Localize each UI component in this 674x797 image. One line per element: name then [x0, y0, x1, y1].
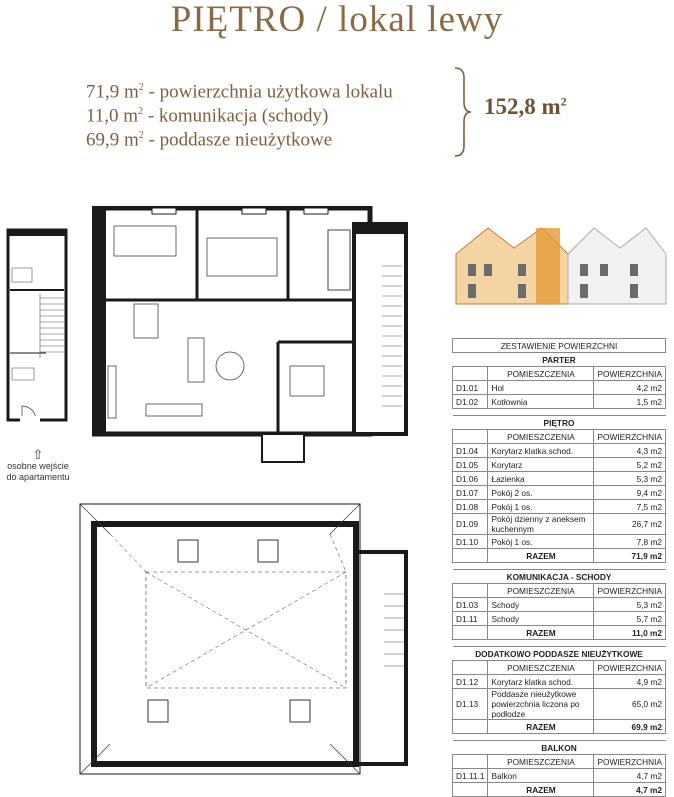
column-header-row [453, 755, 666, 769]
room-code: D1.12 [453, 675, 488, 689]
ground-floor-plan [6, 228, 68, 438]
room-area: 26,7 m2 [594, 514, 666, 535]
table-row [453, 514, 666, 535]
page-title: PIĘTRO / lokal lewy [170, 0, 504, 40]
total-label: RAZEM [488, 720, 594, 734]
total-code [453, 626, 488, 640]
room-area: 5,3 m2 [594, 472, 666, 486]
room-code: D1.01 [453, 381, 488, 395]
section-title: KOMUNIKACJA - SCHODY [453, 570, 666, 584]
column-header-row [453, 584, 666, 598]
column-area-header: POWIERZCHNIA [594, 430, 666, 444]
column-code-header [453, 584, 488, 598]
table-row [453, 500, 666, 514]
building-elevation-thumbnail [454, 224, 668, 306]
column-code-header [453, 367, 488, 381]
room-name: Pokój 1 os. [488, 535, 594, 549]
room-name: Łazienka [488, 472, 594, 486]
total-area-value: 69,9 m2 [594, 720, 666, 734]
table-row [453, 395, 666, 409]
room-code: D1.11 [453, 612, 488, 626]
room-code: D1.05 [453, 458, 488, 472]
room-area: 7,5 m2 [594, 500, 666, 514]
table-row [453, 612, 666, 626]
table-row [453, 444, 666, 458]
total-code [453, 549, 488, 563]
room-code: D1.07 [453, 486, 488, 500]
room-code: D1.06 [453, 472, 488, 486]
section-header [453, 416, 666, 430]
room-area: 1,5 m2 [594, 395, 666, 409]
section-title: BALKON [453, 741, 666, 755]
table-row [453, 381, 666, 395]
column-area-header: POWIERZCHNIA [594, 755, 666, 769]
column-header-row [453, 430, 666, 444]
table-row [453, 675, 666, 689]
room-area: 4,9 m2 [594, 675, 666, 689]
room-name: Korytarz klatka schod. [488, 675, 594, 689]
entrance-note: ⇧ osobne wejście do apartamentu [4, 448, 72, 483]
room-area: 9,4 m2 [594, 486, 666, 500]
column-header-row [453, 367, 666, 381]
total-label: RAZEM [488, 626, 594, 640]
curly-brace-icon [452, 66, 472, 158]
room-code: D1.13 [453, 689, 488, 720]
total-row [453, 720, 666, 734]
area-communication: 11,0 $m^2$ - komunikacja (schody) [86, 105, 329, 127]
section-header [453, 647, 666, 661]
section-title: PIĘTRO [453, 416, 666, 430]
room-code: D1.08 [453, 500, 488, 514]
room-area: 7,8 m2 [594, 535, 666, 549]
section-header [453, 741, 666, 755]
room-area: 5,3 m2 [594, 598, 666, 612]
first-floor-plan [92, 206, 416, 476]
section-title: DODATKOWO PODDASZE NIEUŻYTKOWE [453, 647, 666, 661]
room-name: Balkon [488, 769, 594, 783]
room-area: 4,3 m2 [594, 444, 666, 458]
column-area-header: POWIERZCHNIA [594, 367, 666, 381]
total-row [453, 549, 666, 563]
total-label: RAZEM [488, 549, 594, 563]
total-code [453, 720, 488, 734]
column-area-header: POWIERZCHNIA [594, 661, 666, 675]
room-name: Korytarz klatka schod. [488, 444, 594, 458]
column-name-header: POMIESZCZENIA [488, 661, 594, 675]
attic-plan [74, 494, 414, 782]
table-row [453, 689, 666, 720]
area-attic: 69,9 $m^2$ - poddasze nieużytkowe [86, 129, 333, 151]
room-code: D1.04 [453, 444, 488, 458]
total-area-value: 4,7 m2 [594, 783, 666, 797]
column-header-row [453, 661, 666, 675]
room-area: 5,2 m2 [594, 458, 666, 472]
section-header [453, 353, 666, 367]
room-name: Kotłownia [488, 395, 594, 409]
total-label: RAZEM [488, 783, 594, 797]
room-name: Schody [488, 598, 594, 612]
room-area: 4,7 m2 [594, 769, 666, 783]
room-name: Hol [488, 381, 594, 395]
arrow-up-icon: ⇧ [32, 447, 44, 462]
room-code: D1.10 [453, 535, 488, 549]
room-code: D1.09 [453, 514, 488, 535]
total-code [453, 783, 488, 797]
room-name: Pokój dzienny z aneksem kuchennym [488, 514, 594, 535]
room-name: Pokój 1 os. [488, 500, 594, 514]
table-row [453, 769, 666, 783]
area-summary-table [452, 338, 666, 797]
room-area: 5,7 m2 [594, 612, 666, 626]
area-usable: 71,9 $m^2$ - powierzchnia użytkowa lokalu [86, 81, 393, 103]
section-title: PARTER [453, 353, 666, 367]
column-area-header: POWIERZCHNIA [594, 584, 666, 598]
total-area: 152,8 $m^2$ [484, 94, 567, 119]
table-row [453, 486, 666, 500]
total-row [453, 626, 666, 640]
column-name-header: POMIESZCZENIA [488, 584, 594, 598]
total-area-value: 71,9 m2 [594, 549, 666, 563]
room-name: Korytarz [488, 458, 594, 472]
column-code-header [453, 755, 488, 769]
column-name-header: POMIESZCZENIA [488, 367, 594, 381]
total-row [453, 783, 666, 797]
room-name: Poddasze nieużytkowe powierzchnia liczona po podłodze [488, 689, 594, 720]
total-area-value: 11,0 m2 [594, 626, 666, 640]
room-name: Pokój 2 os. [488, 486, 594, 500]
room-code: D1.02 [453, 395, 488, 409]
column-name-header: POMIESZCZENIA [488, 430, 594, 444]
room-area: 4,2 m2 [594, 381, 666, 395]
table-row [453, 535, 666, 549]
room-code: D1.03 [453, 598, 488, 612]
room-code: D1.11.1 [453, 769, 488, 783]
column-code-header [453, 430, 488, 444]
table-caption: ZESTAWIENIE POWIERZCHNI [453, 339, 666, 353]
section-header [453, 570, 666, 584]
room-name: Schody [488, 612, 594, 626]
column-code-header [453, 661, 488, 675]
table-row [453, 472, 666, 486]
table-row [453, 598, 666, 612]
table-row [453, 458, 666, 472]
room-area: 65,0 m2 [594, 689, 666, 720]
column-name-header: POMIESZCZENIA [488, 755, 594, 769]
